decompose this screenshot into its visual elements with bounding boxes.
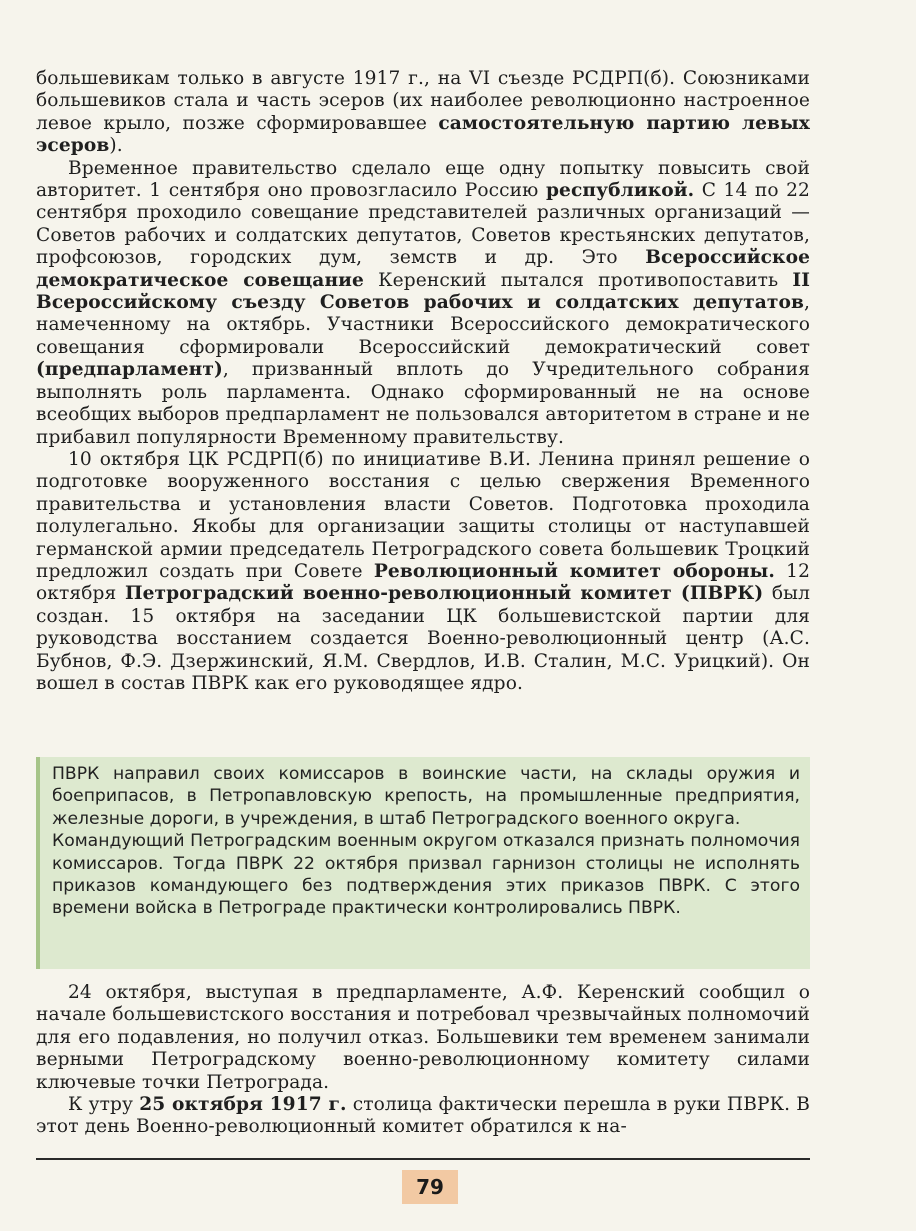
text-run: был создан. 15 октября на заседании ЦК большевистской партии для руководства восстанием создается Военно-революционный центр (А.С. Бубнов, Ф.Э. Дзержинский, Я.М. Свердлов, И.В. Сталин, М.С. Урицкий). Он вошел в состав ПВРК как его руководящее ядро. [36, 583, 810, 694]
bold-term: республикой. [545, 180, 695, 202]
text-run: 24 октября, выступая в предпарламенте, А.Ф. Керенский сообщил о начале большевистского восстания и потребовал чрезвычайных полномочий для его подавления, но получил отказ. Большевики тем временем занимали верными Петроградскому военно-революционному комитету силами ключевые точки Петрограда. [36, 982, 810, 1093]
text-run: , призванный вплоть до Учредительного собрания выполнять роль парламента. Однако сформированный не на основе всеобщих выборов предпарламент не пользовался авторитетом в стране и не прибавил популярности Временному правительству. [36, 359, 810, 448]
text-run: столица фактически перешла в руки ПВРК. В этот день Военно-революционный комитет обратился к на- [36, 1094, 810, 1138]
text-run: ). [109, 135, 123, 157]
bold-term: 25 октября 1917 г. [139, 1094, 347, 1116]
text-run: С 14 по 22 сентября проходило совещание представителей различных организаций — Советов рабочих и солдатских депутатов, Советов крестьянских депутатов, профсоюзов, городских дум, земств и др. Это [36, 180, 810, 269]
paragraph [36, 68, 810, 158]
bold-term: II Всероссийскому съезду Советов рабочих и солдатских депутатов [36, 269, 810, 314]
paragraph [36, 158, 810, 449]
text-run: 12 октября [36, 560, 811, 605]
footer-divider [36, 1158, 810, 1160]
box-paragraph-1: ПВРК направил своих комиссаров в воинские части, на склады оружия и боеприпасов, в Петропавловскую крепость, на промышленные предприятия, железные дороги, в учреждения, в штаб Петроградского военного округа. [52, 764, 800, 829]
text-run: Керенский пытался противопоставить [364, 269, 793, 291]
text-run: К утру [68, 1094, 140, 1116]
bold-term: (предпарламент) [36, 359, 223, 381]
paragraph [36, 982, 810, 1094]
bold-term: Петроградский военно-революционный комитет (ПВРК) [124, 583, 764, 605]
bold-term: Революционный комитет обороны. [373, 560, 775, 582]
paragraph [36, 449, 810, 695]
paragraph [36, 1094, 810, 1139]
bold-term: Всероссийское демократическое совещание [36, 247, 810, 291]
text-run: большевикам только в августе 1917 г., на VI съезде РСДРП(б). Союзниками большевиков стала и часть эсеров (их наиболее революционно настроенное левое крыло, позже сформировавшее [36, 68, 810, 134]
text-run: 10 октября ЦК РСДРП(б) по инициативе В.И. Ленина принял решение о подготовке вооруженного восстания с целью свержения Временного правительства и установления власти Советов. Подготовка проходила полулегально. Якобы для организации защиты столицы от наступавшей германской армии председатель Петроградского совета большевик Троцкий предложил создать при Совете [36, 448, 810, 582]
main-text-top [36, 68, 810, 695]
highlight-box [36, 757, 810, 969]
main-text-bottom [36, 982, 810, 1139]
text-run: Временное правительство сделало еще одну попытку повысить свой авторитет. 1 сентября оно провозгласило Россию [36, 157, 810, 202]
page-number: 79 [402, 1170, 458, 1204]
text-run: , намеченному на октябрь. Участники Всероссийского демократического совещания сформировали Всероссийский демократический совет [36, 292, 810, 358]
bold-term: самостоятельную партию левых эсеров [36, 112, 810, 157]
box-paragraph-2: Командующий Петроградским военным округом отказался признать полномочия комиссаров. Тогда ПВРК 22 октября призвал гарнизон столицы не исполнять приказов командующего без подтверждения этих приказов ПВРК. С этого времени войска в Петрограде практически контролировались ПВРК. [52, 831, 800, 919]
